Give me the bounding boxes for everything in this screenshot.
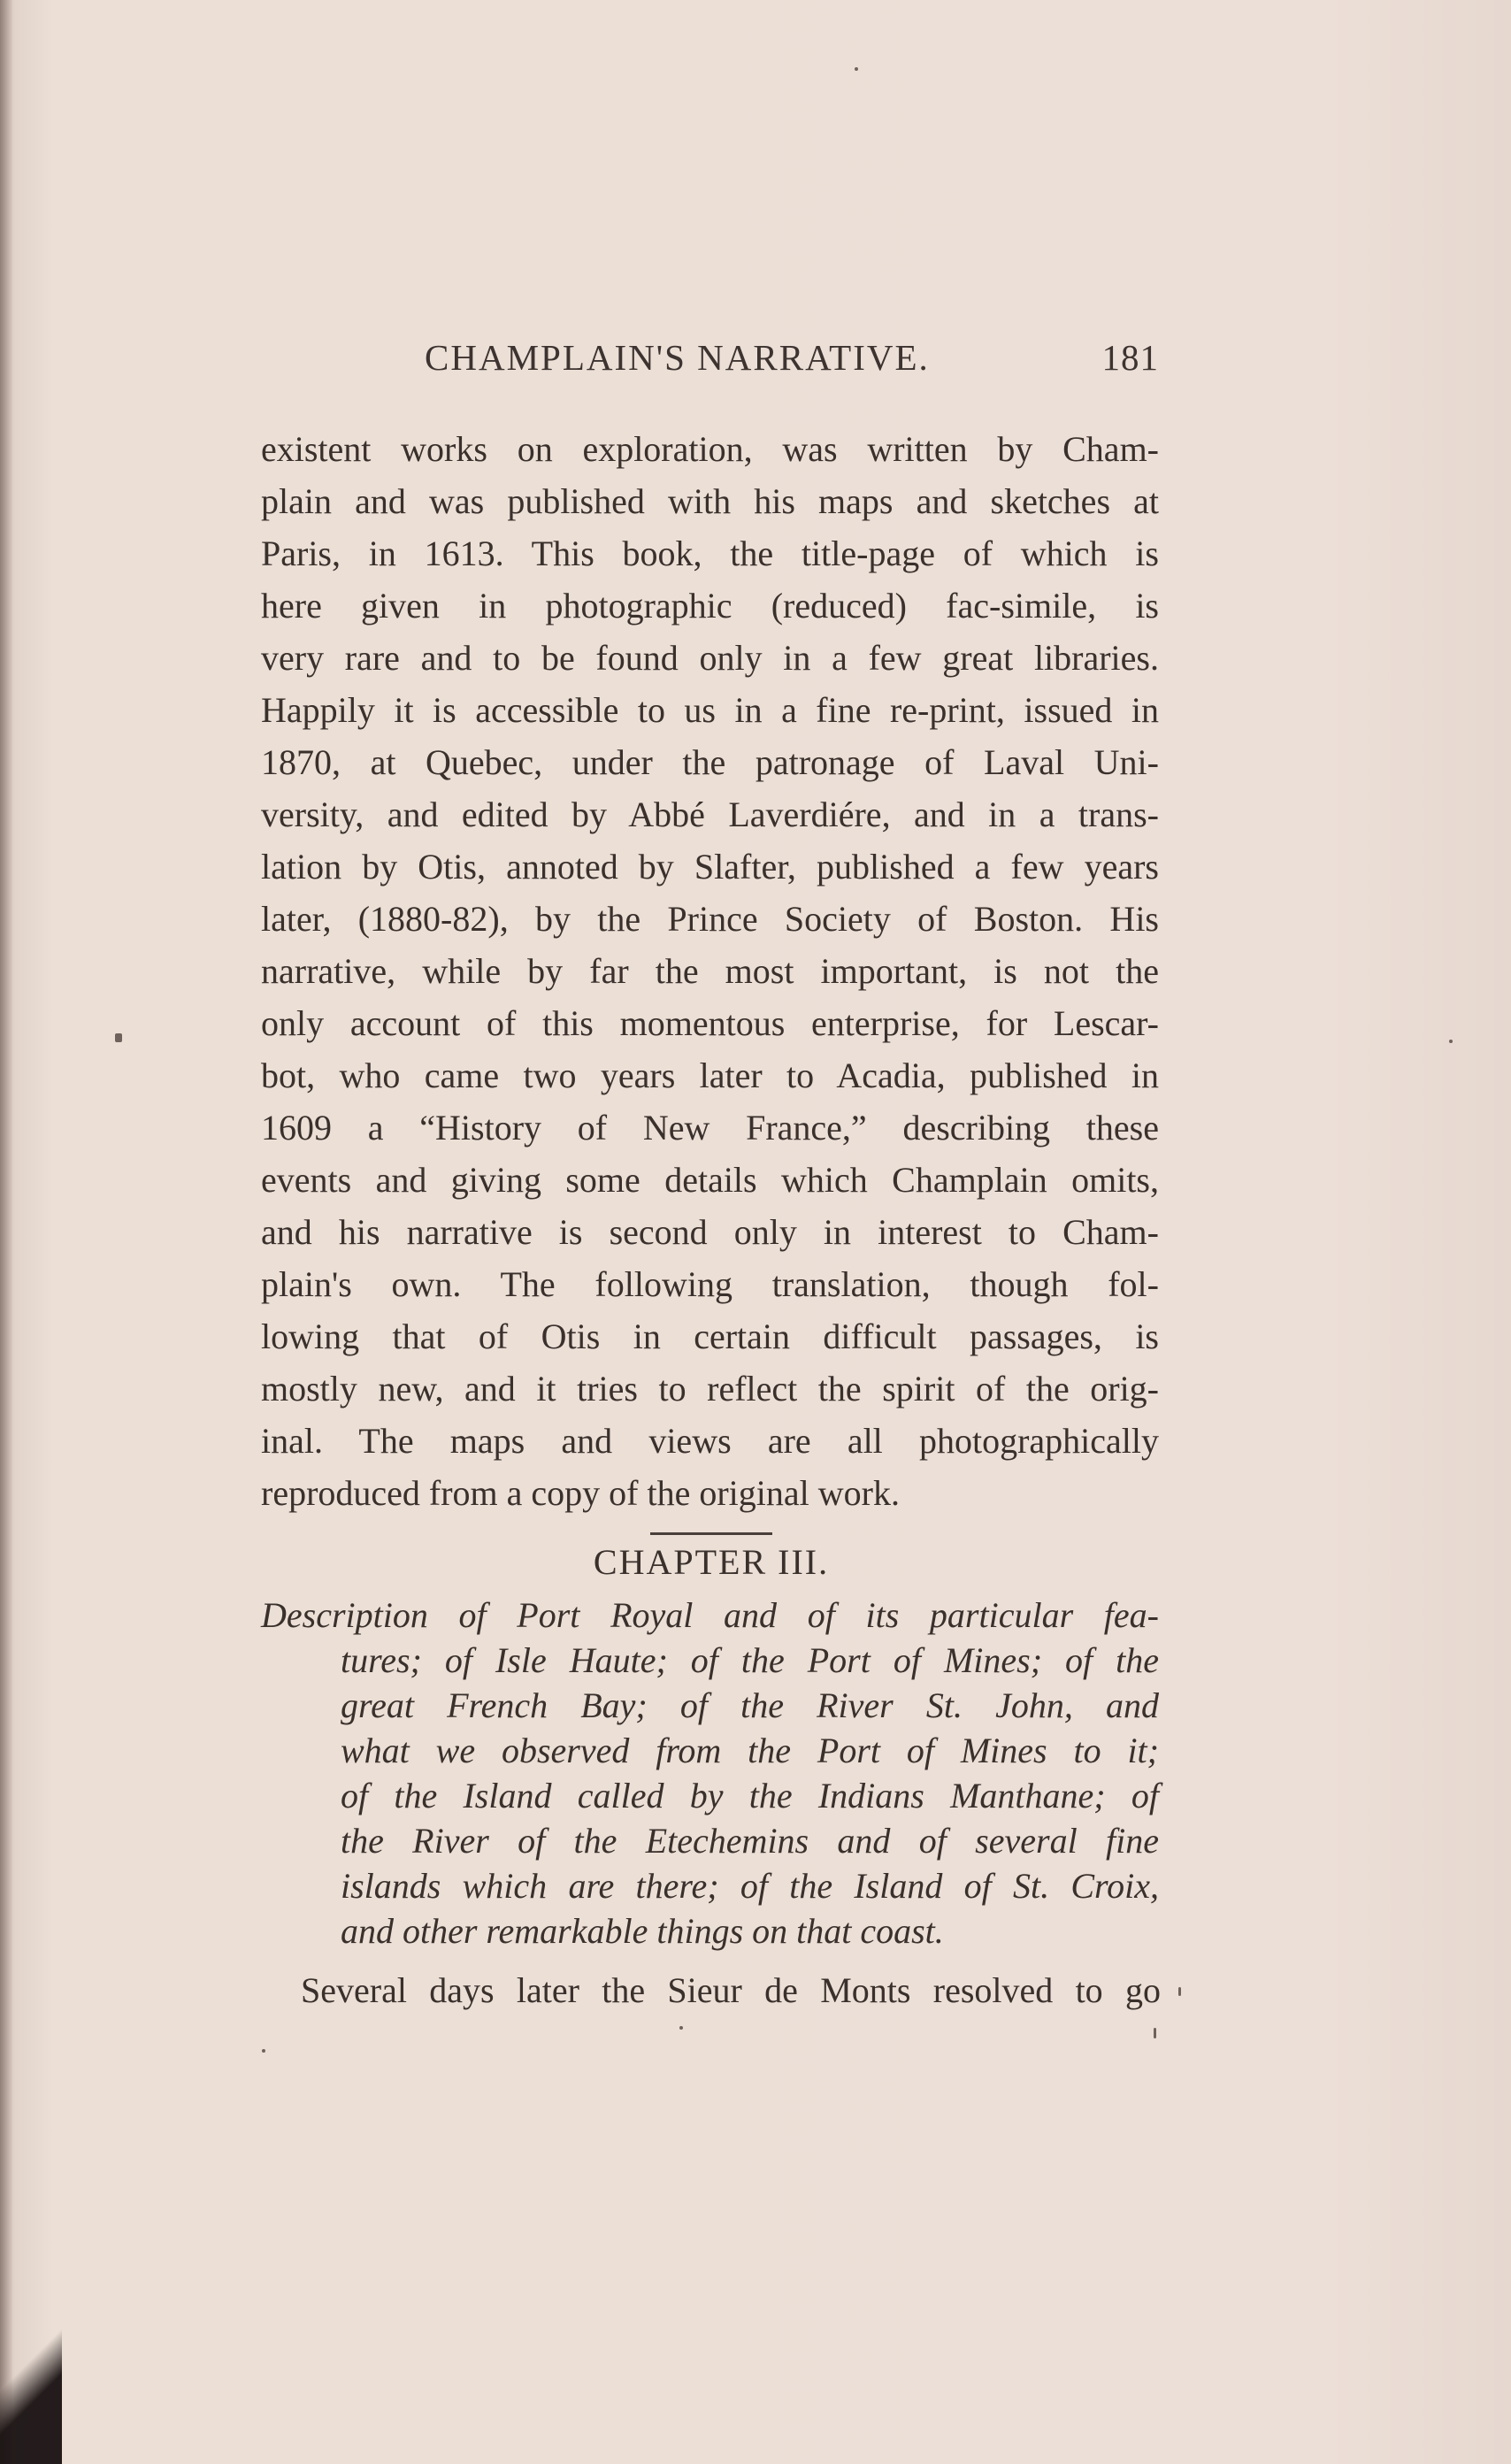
paragraph-line: bot, who came two years later to Acadia, published in [261,1055,1159,1095]
paragraph-line: inal. The maps and views are all photographically [261,1421,1159,1461]
summary-line: great French Bay; of the River St. John, and [341,1685,1159,1725]
paragraph-line: Paris, in 1613. This book, the title-page of which is [261,533,1159,573]
chapter-opening-line: Several days later the Sieur de Monts resolved to go [301,1970,1161,2010]
paper-speck [855,67,858,71]
paragraph-line: plain's own. The following translation, though fol- [261,1264,1159,1304]
paragraph-line: and his narrative is second only in interest to Cham- [261,1212,1159,1252]
paper-speck [1178,1987,1181,1996]
paper-speck [262,2049,265,2053]
running-head [425,336,1159,389]
chapter-heading: CHAPTER III. [593,1542,830,1582]
paragraph-line: 1609 a “History of New France,” describing these [261,1108,1159,1148]
paragraph-line: only account of this momentous enterprise, for Lescar- [261,1003,1159,1043]
paragraph-line: lowing that of Otis in certain difficult passages, is [261,1316,1159,1356]
paragraph-line: here given in photographic (reduced) fac-simile, is [261,586,1159,626]
summary-line: tures; of Isle Haute; of the Port of Mines; of the [341,1640,1159,1680]
paragraph-line: plain and was published with his maps and sketches at [261,481,1159,521]
summary-line: of the Island called by the Indians Manthane; of [341,1776,1159,1815]
paragraph-line: very rare and to be found only in a few great libraries. [261,638,1159,678]
paper-speck [1154,2028,1156,2038]
summary-line: what we observed from the Port of Mines to it; [341,1731,1159,1770]
paper-speck [1449,1040,1453,1043]
paragraph-line: lation by Otis, annoted by Slafter, published a few years [261,847,1159,887]
paragraph-line: Happily it is accessible to us in a fine re-print, issued in [261,690,1159,730]
paragraph-line: narrative, while by far the most important, is not the [261,951,1159,991]
paper-speck [679,2026,683,2030]
paragraph-line: versity, and edited by Abbé Laverdiére, and in a trans- [261,794,1159,834]
paragraph-line: events and giving some details which Champlain omits, [261,1160,1159,1200]
running-title: CHAMPLAIN'S NARRATIVE. [425,337,930,378]
summary-line: and other remarkable things on that coast. [341,1911,944,1951]
paragraph-line: reproduced from a copy of the original work. [261,1473,900,1513]
paragraph-line: 1870, at Quebec, under the patronage of Laval Uni- [261,742,1159,782]
body-paragraph [261,423,1159,1519]
chapter-summary [261,1593,1159,1954]
summary-line: islands which are there; of the Island of St. Croix, [341,1866,1159,1906]
page-corner-shadow [0,2300,62,2464]
paragraph-line: later, (1880-82), by the Prince Society of Boston. His [261,899,1159,939]
paragraph-line: existent works on exploration, was written by Cham- [261,429,1159,469]
paragraph-line: mostly new, and it tries to reflect the spirit of the orig- [261,1369,1159,1409]
summary-line: the River of the Etechemins and of several fine [341,1821,1159,1861]
page-number: 181 [1101,337,1159,378]
book-spine-edge [0,0,12,2464]
section-divider-rule [650,1532,772,1535]
paper-speck [115,1033,122,1042]
summary-line: Description of Port Royal and of its particular fea- [261,1595,1159,1635]
